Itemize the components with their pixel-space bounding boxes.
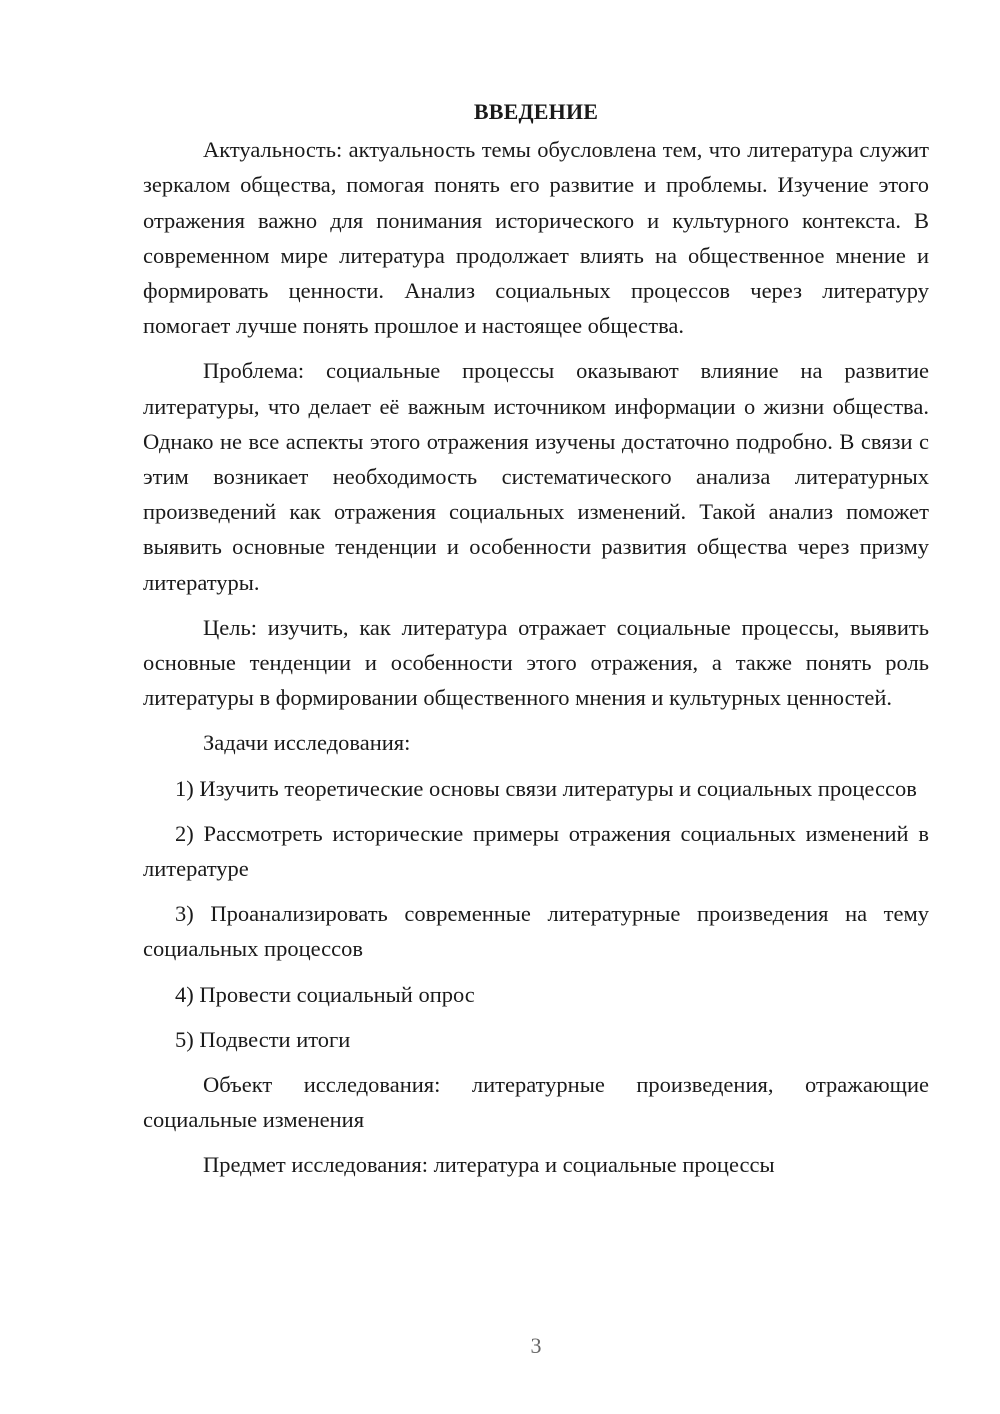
- goal-paragraph: Цель: изучить, как литература отражает социальные процессы, выявить основные тенденции и особенности этого отражения, а также понять роль литературы в формировании общественного мнения и культурных ценностей.: [143, 614, 929, 711]
- section-title: ВВЕДЕНИЕ: [473, 99, 599, 124]
- relevance-paragraph: Актуальность: актуальность темы обусловлена тем, что литература служит зеркалом общества, помогая понять его развитие и проблемы. Изучение этого отражения важно для понимания исторического и культурного контекста. В современном мире литература продолжает влиять на общественное мнение и формировать ценности. Анализ социальных процессов через литературу помогает лучше понять прошлое и настоящее общества.: [143, 137, 929, 339]
- object-paragraph: Объект исследования: литературные произведения, отражающие социальные изменения: [143, 1072, 929, 1133]
- tasks-heading: Задачи исследования:: [203, 730, 411, 756]
- task-item-5: 5) Подвести итоги: [175, 1026, 351, 1052]
- subject-paragraph: Предмет исследования: литература и социальные процессы: [203, 1152, 775, 1178]
- task-item-1: 1) Изучить теоретические основы связи литературы и социальных процессов: [175, 775, 917, 801]
- problem-paragraph: Проблема: социальные процессы оказывают влияние на развитие литературы, что делает её важным источником информации о жизни общества. Однако не все аспекты этого отражения изучены достаточно подробно. В связи с этим возникает необходимость систематического анализа литературных произведений как отражения социальных изменений. Такой анализ поможет выявить основные тенденции и особенности развития общества через призму литературы.: [143, 358, 929, 595]
- task-item-2: 2) Рассмотреть исторические примеры отражения социальных изменений в литературе: [143, 820, 929, 882]
- task-item-3: 3) Проанализировать современные литературные произведения на тему социальных процессов: [143, 901, 929, 962]
- page-number: 3: [530, 1333, 542, 1358]
- page-content: [143, 94, 929, 1193]
- task-item-4: 4) Провести социальный опрос: [175, 981, 475, 1007]
